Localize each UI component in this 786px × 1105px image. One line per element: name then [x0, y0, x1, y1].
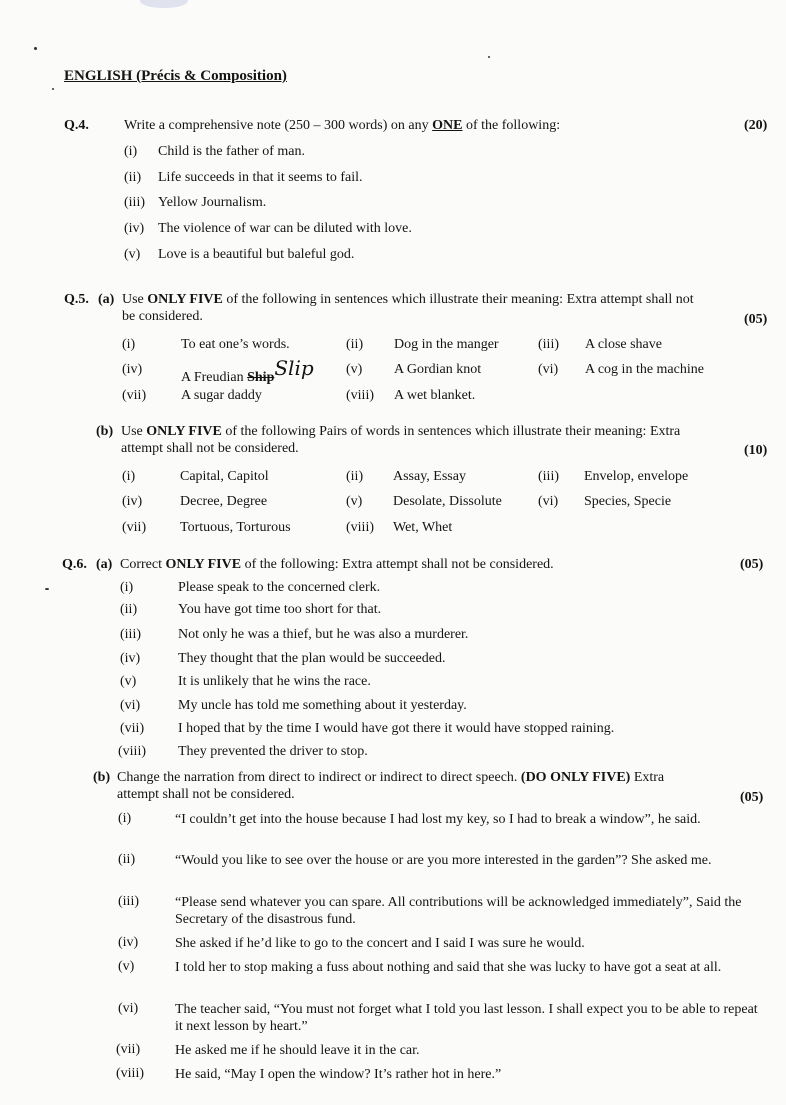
list-item: “Please send whatever you can spare. All contributions will be acknowledged immediately”, Said the Secretary of the disastrous fund.	[175, 895, 742, 927]
list-item: I hoped that by the time I would have got there it would have stopped raining.	[178, 721, 615, 736]
list-item: She asked if he’d like to go to the concert and I said I was sure he would.	[175, 936, 585, 951]
list-item: They thought that the plan would be succeeded.	[178, 651, 446, 666]
list-item: My uncle has told me something about it yesterday.	[178, 698, 467, 713]
list-item: They prevented the driver to stop.	[178, 744, 368, 759]
list-item-num: (i)	[124, 144, 138, 159]
list-item-num: (vii)	[122, 388, 147, 403]
question-5b-line2: attempt shall not be considered.	[121, 441, 299, 456]
scan-speck	[45, 588, 49, 590]
struck-word: Ship	[247, 370, 275, 385]
question-5a-pre: Use	[122, 292, 148, 307]
list-item-num: (ii)	[346, 337, 364, 352]
list-item-num: (iii)	[538, 337, 559, 352]
list-item: A wet blanket.	[394, 388, 476, 403]
question-5b-prompt	[121, 424, 680, 440]
list-item-num: (iii)	[538, 469, 559, 484]
scan-speck	[34, 47, 37, 50]
list-item-num: (v)	[118, 959, 135, 974]
list-item-num: (iv)	[122, 494, 143, 509]
scan-speck	[52, 88, 54, 90]
list-item: Dog in the manger	[394, 337, 499, 352]
list-item-num: (v)	[124, 247, 141, 262]
list-item: “I couldn’t get into the house because I had lost my key, so I had to break a window”, he said.	[175, 812, 701, 827]
list-item-num: (vi)	[538, 494, 559, 509]
question-5a-label: (a)	[98, 292, 115, 307]
list-item: Love is a beautiful but baleful god.	[158, 247, 355, 262]
question-6a-emphasis: ONLY FIVE	[165, 557, 242, 572]
list-item-num: (vi)	[538, 362, 559, 377]
list-item: Envelop, envelope	[584, 469, 689, 484]
list-item-num: (iii)	[118, 894, 139, 909]
list-item: You have got time too short for that.	[178, 602, 382, 617]
question-6b-line1: Change the narration from direct to indirect or indirect to direct speech.	[117, 770, 521, 785]
list-item: The violence of war can be diluted with love.	[158, 221, 412, 236]
question-6b-emphasis: (DO ONLY FIVE)	[520, 770, 631, 785]
list-item: Decree, Degree	[180, 494, 268, 509]
list-item-num: (iv)	[124, 221, 145, 236]
list-item-num: (v)	[120, 674, 137, 689]
list-item-num: (ii)	[124, 170, 142, 185]
list-item: To eat one’s words.	[181, 337, 290, 352]
list-item-num: (ii)	[120, 602, 138, 617]
list-item-num: (v)	[346, 362, 363, 377]
question-4-prompt	[124, 118, 560, 134]
list-item-num: (iv)	[122, 362, 143, 377]
list-item: He said, “May I open the window? It’s rather hot in here.”	[175, 1067, 502, 1082]
question-5-label: Q.5.	[64, 292, 89, 307]
list-item-num: (viii)	[346, 388, 374, 403]
question-6-label: Q.6.	[62, 557, 87, 572]
question-5a-marks: (05)	[744, 312, 768, 327]
list-item: A Gordian knot	[394, 362, 482, 377]
list-item: Yellow Journalism.	[158, 195, 267, 210]
list-item: Child is the father of man.	[158, 144, 305, 159]
list-item: I told her to stop making a fuss about nothing and said that she was lucky to have got a seat at all.	[175, 960, 722, 975]
list-item: Assay, Essay	[393, 469, 466, 484]
question-5a-line1: of the following in sentences which illustrate their meaning: Extra attempt shall not	[222, 292, 694, 307]
list-item-num: (vii)	[116, 1042, 141, 1057]
list-item: Please speak to the concerned clerk.	[178, 580, 381, 595]
question-5b-emphasis: ONLY FIVE	[146, 424, 222, 439]
question-4-label: Q.4.	[64, 118, 89, 133]
list-item-num: (viii)	[116, 1066, 144, 1081]
question-6b-line1-end: Extra	[630, 770, 665, 785]
list-item-num: (i)	[122, 337, 136, 352]
list-item: A close shave	[585, 337, 662, 352]
list-item-num: (vi)	[120, 698, 141, 713]
list-item-num: (iv)	[118, 935, 139, 950]
question-6a-marks: (05)	[740, 557, 764, 572]
list-item-num: (vii)	[120, 721, 145, 736]
question-5b-label: (b)	[96, 424, 114, 439]
list-item-num: (i)	[118, 811, 132, 826]
list-item-num: (viii)	[346, 520, 374, 535]
list-item-num: (iv)	[120, 651, 141, 666]
list-item: A sugar daddy	[181, 388, 262, 403]
list-item: Tortuous, Torturous	[180, 520, 291, 535]
list-item: Desolate, Dissolute	[393, 494, 502, 509]
list-item: He asked me if he should leave it in the car.	[175, 1043, 420, 1058]
list-item-num: (iii)	[120, 627, 141, 642]
list-item	[181, 356, 314, 386]
scan-speck	[488, 56, 490, 58]
question-6b-label: (b)	[93, 770, 111, 785]
question-4-emphasis: ONE	[432, 118, 463, 133]
list-item-num: (ii)	[118, 852, 136, 867]
question-6b-prompt	[117, 770, 664, 786]
question-5a-line2: be considered.	[122, 309, 203, 324]
list-item: Species, Specie	[584, 494, 672, 509]
question-4-intro-end: of the following:	[462, 118, 561, 133]
list-item-num: (vi)	[118, 1001, 139, 1016]
list-item-num: (vii)	[122, 520, 147, 535]
question-6a-pre: Correct	[120, 557, 166, 572]
list-item: Capital, Capitol	[180, 469, 269, 484]
scan-smudge	[140, 0, 188, 8]
question-5a-prompt	[122, 292, 694, 308]
question-5a-emphasis: ONLY FIVE	[147, 292, 223, 307]
question-6a-prompt	[120, 557, 554, 573]
list-item-num: (i)	[120, 580, 134, 595]
list-item: The teacher said, “You must not forget what I told you last lesson. I shall expect you to be able to repeat it next lesson by heart.”	[175, 1002, 758, 1034]
list-item-num: (viii)	[118, 744, 146, 759]
list-item-num: (ii)	[346, 469, 364, 484]
question-6a-line1: of the following: Extra attempt shall not be considered.	[241, 557, 554, 572]
question-4-marks: (20)	[744, 118, 768, 133]
handwritten-correction: Slip	[274, 356, 314, 380]
question-6b-marks: (05)	[740, 790, 764, 805]
list-item-num: (iii)	[124, 195, 145, 210]
question-5b-line1: of the following Pairs of words in sentences which illustrate their meaning: Extra	[221, 424, 681, 439]
list-item: “Would you like to see over the house or are you more interested in the garden”? She asked me.	[175, 853, 712, 868]
list-item-num: (v)	[346, 494, 363, 509]
list-item: Not only he was a thief, but he was also a murderer.	[178, 627, 469, 642]
list-item: A cog in the machine	[585, 362, 704, 377]
list-item: Wet, Whet	[393, 520, 453, 535]
list-item: Life succeeds in that it seems to fail.	[158, 170, 363, 185]
question-5b-pre: Use	[121, 424, 147, 439]
question-5b-marks: (10)	[744, 443, 768, 458]
list-item-num: (i)	[122, 469, 136, 484]
list-item: It is unlikely that he wins the race.	[178, 674, 371, 689]
page-title: ENGLISH (Précis & Composition)	[64, 68, 287, 84]
question-4-intro: Write a comprehensive note (250 – 300 words) on any	[124, 118, 433, 133]
question-6b-line2: attempt shall not be considered.	[117, 787, 295, 802]
question-6a-label: (a)	[96, 557, 113, 572]
list-item-text: A Freudian	[181, 370, 248, 385]
